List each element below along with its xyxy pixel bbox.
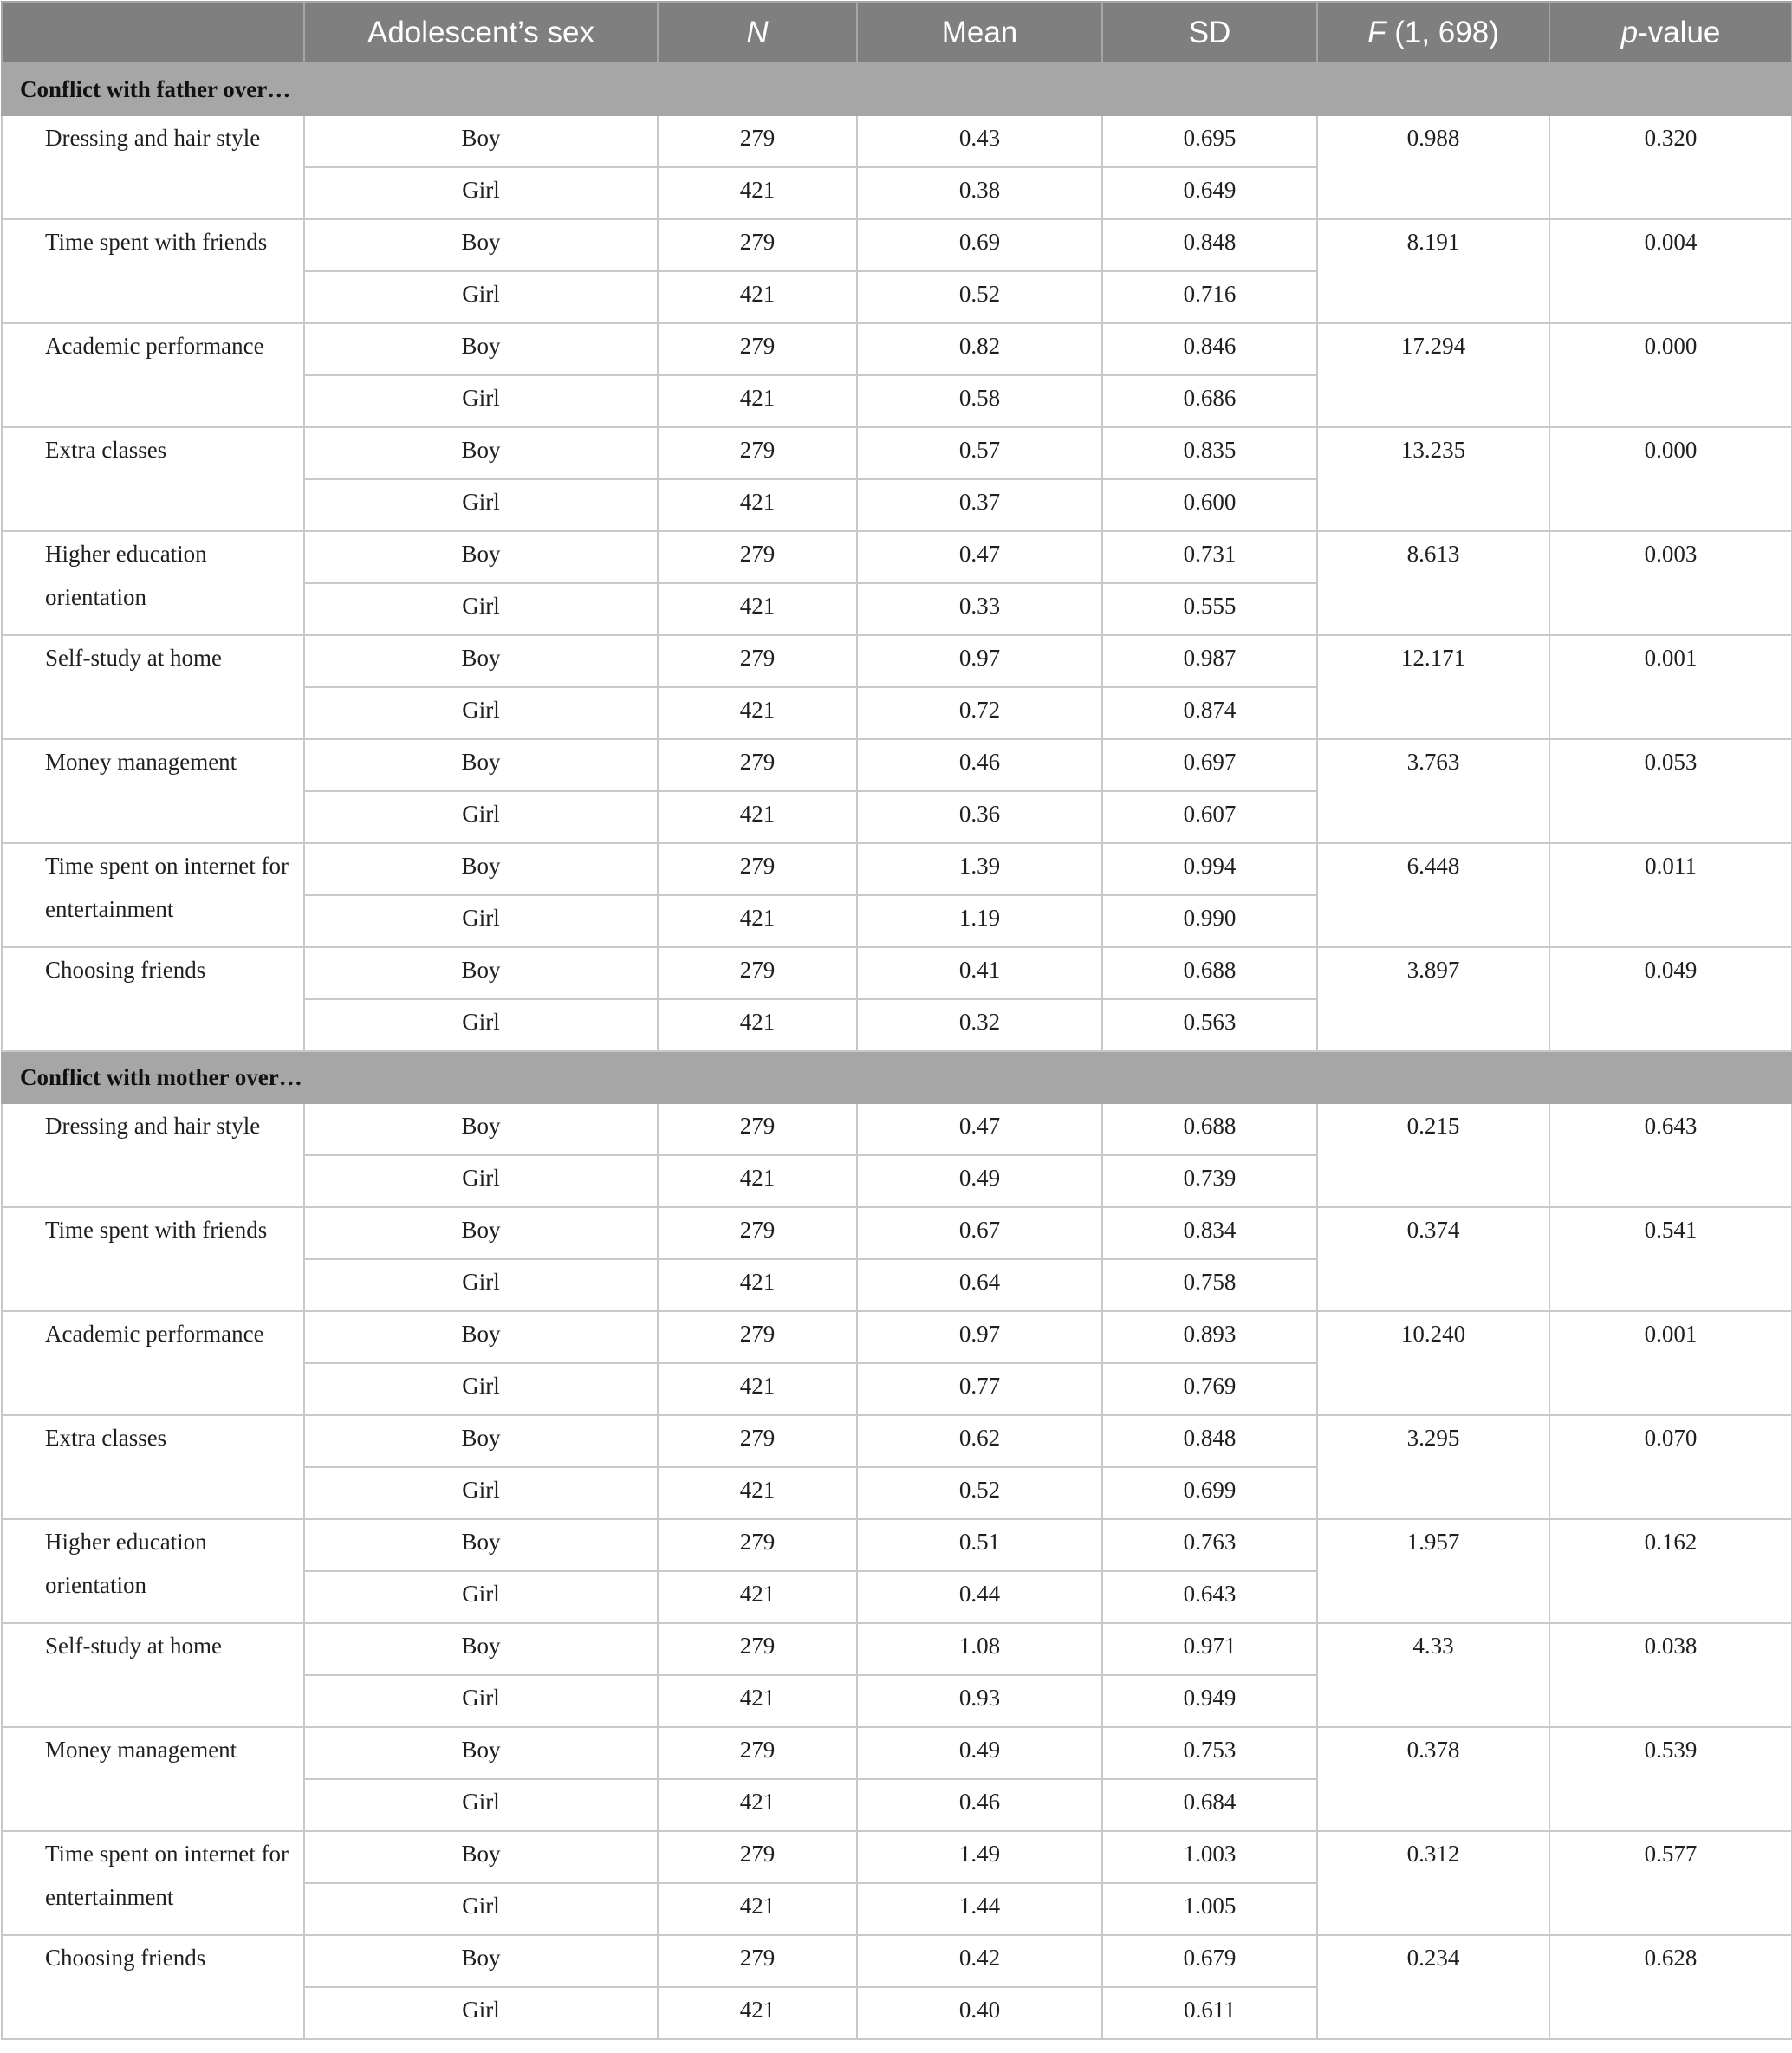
item-label bbox=[2, 1831, 304, 1935]
item-label-text: Extra classes bbox=[45, 1425, 167, 1451]
section-title: Conflict with mother over… bbox=[2, 1051, 1792, 1103]
n-cell: 279 bbox=[658, 531, 857, 583]
item-label bbox=[2, 1519, 304, 1623]
sex-cell: Girl bbox=[304, 375, 658, 427]
mean-cell: 0.57 bbox=[857, 427, 1102, 479]
mean-cell: 0.32 bbox=[857, 999, 1102, 1051]
header-f bbox=[1317, 2, 1549, 63]
item-label bbox=[2, 947, 304, 1051]
mean-cell: 0.36 bbox=[857, 791, 1102, 843]
sd-cell: 0.643 bbox=[1102, 1571, 1317, 1623]
sd-cell: 0.688 bbox=[1102, 1103, 1317, 1155]
mean-cell: 1.19 bbox=[857, 895, 1102, 947]
sd-cell: 0.874 bbox=[1102, 687, 1317, 739]
n-cell: 421 bbox=[658, 1259, 857, 1311]
n-cell: 279 bbox=[658, 1623, 857, 1675]
f-cell: 3.763 bbox=[1317, 739, 1549, 843]
mean-cell: 1.39 bbox=[857, 843, 1102, 895]
table-row bbox=[2, 739, 1792, 791]
sd-cell: 0.688 bbox=[1102, 947, 1317, 999]
sex-cell: Boy bbox=[304, 1727, 658, 1779]
table-row bbox=[2, 843, 1792, 895]
n-cell: 279 bbox=[658, 843, 857, 895]
sd-cell: 0.697 bbox=[1102, 739, 1317, 791]
mean-cell: 0.77 bbox=[857, 1363, 1102, 1415]
item-label bbox=[2, 1207, 304, 1311]
table-body bbox=[2, 63, 1792, 2039]
table-row bbox=[2, 1935, 1792, 1987]
sex-cell: Girl bbox=[304, 1363, 658, 1415]
sd-cell: 0.555 bbox=[1102, 583, 1317, 635]
mean-cell: 0.64 bbox=[857, 1259, 1102, 1311]
sex-cell: Girl bbox=[304, 1883, 658, 1935]
n-cell: 279 bbox=[658, 115, 857, 167]
n-cell: 421 bbox=[658, 1571, 857, 1623]
p-cell: 0.038 bbox=[1549, 1623, 1792, 1727]
table-row bbox=[2, 947, 1792, 999]
sex-cell: Boy bbox=[304, 1623, 658, 1675]
item-label bbox=[2, 427, 304, 531]
item-label-text: Money management bbox=[45, 749, 237, 775]
mean-cell: 0.44 bbox=[857, 1571, 1102, 1623]
sd-cell: 0.716 bbox=[1102, 271, 1317, 323]
sex-cell: Boy bbox=[304, 1935, 658, 1987]
mean-cell: 1.08 bbox=[857, 1623, 1102, 1675]
mean-cell: 0.69 bbox=[857, 219, 1102, 271]
f-cell: 0.215 bbox=[1317, 1103, 1549, 1207]
sex-cell: Girl bbox=[304, 479, 658, 531]
mean-cell: 0.67 bbox=[857, 1207, 1102, 1259]
p-cell: 0.011 bbox=[1549, 843, 1792, 947]
header-sd: SD bbox=[1102, 2, 1317, 63]
n-cell: 279 bbox=[658, 635, 857, 687]
table-row bbox=[2, 1727, 1792, 1779]
mean-cell: 0.47 bbox=[857, 1103, 1102, 1155]
sd-cell: 0.949 bbox=[1102, 1675, 1317, 1727]
mean-cell: 0.52 bbox=[857, 271, 1102, 323]
mean-cell: 0.40 bbox=[857, 1987, 1102, 2039]
item-label-text: Time spent on internet for entertainment bbox=[45, 853, 289, 922]
sd-cell: 0.846 bbox=[1102, 323, 1317, 375]
table-row bbox=[2, 1623, 1792, 1675]
n-cell: 279 bbox=[658, 1519, 857, 1571]
item-label-text: Higher education orientation bbox=[45, 1529, 207, 1598]
item-label bbox=[2, 115, 304, 219]
sd-cell: 0.753 bbox=[1102, 1727, 1317, 1779]
item-label-text: Money management bbox=[45, 1737, 237, 1763]
n-cell: 279 bbox=[658, 739, 857, 791]
n-cell: 421 bbox=[658, 895, 857, 947]
n-cell: 421 bbox=[658, 375, 857, 427]
item-label bbox=[2, 323, 304, 427]
mean-cell: 0.97 bbox=[857, 635, 1102, 687]
item-label bbox=[2, 1935, 304, 2039]
sex-cell: Girl bbox=[304, 583, 658, 635]
table-row bbox=[2, 427, 1792, 479]
item-label bbox=[2, 219, 304, 323]
n-cell: 421 bbox=[658, 479, 857, 531]
item-label bbox=[2, 739, 304, 843]
sd-cell: 0.763 bbox=[1102, 1519, 1317, 1571]
p-cell: 0.000 bbox=[1549, 427, 1792, 531]
sd-cell: 0.893 bbox=[1102, 1311, 1317, 1363]
p-cell: 0.053 bbox=[1549, 739, 1792, 843]
sd-cell: 0.731 bbox=[1102, 531, 1317, 583]
mean-cell: 0.37 bbox=[857, 479, 1102, 531]
sd-cell: 0.971 bbox=[1102, 1623, 1317, 1675]
f-cell: 4.33 bbox=[1317, 1623, 1549, 1727]
p-cell: 0.320 bbox=[1549, 115, 1792, 219]
sd-cell: 0.990 bbox=[1102, 895, 1317, 947]
sex-cell: Girl bbox=[304, 271, 658, 323]
mean-cell: 0.58 bbox=[857, 375, 1102, 427]
sex-cell: Boy bbox=[304, 1207, 658, 1259]
mean-cell: 0.97 bbox=[857, 1311, 1102, 1363]
sd-cell: 0.739 bbox=[1102, 1155, 1317, 1207]
p-cell: 0.162 bbox=[1549, 1519, 1792, 1623]
section-title: Conflict with father over… bbox=[2, 63, 1792, 115]
item-label bbox=[2, 1415, 304, 1519]
sex-cell: Boy bbox=[304, 531, 658, 583]
f-cell: 12.171 bbox=[1317, 635, 1549, 739]
sex-cell: Boy bbox=[304, 843, 658, 895]
f-cell: 8.613 bbox=[1317, 531, 1549, 635]
sex-cell: Boy bbox=[304, 1831, 658, 1883]
n-cell: 421 bbox=[658, 1675, 857, 1727]
item-label bbox=[2, 635, 304, 739]
mean-cell: 0.51 bbox=[857, 1519, 1102, 1571]
f-cell: 0.378 bbox=[1317, 1727, 1549, 1831]
sd-cell: 0.684 bbox=[1102, 1779, 1317, 1831]
item-label bbox=[2, 1623, 304, 1727]
table-row bbox=[2, 115, 1792, 167]
sex-cell: Boy bbox=[304, 739, 658, 791]
item-label-text: Time spent with friends bbox=[45, 229, 268, 255]
n-cell: 279 bbox=[658, 947, 857, 999]
table-row bbox=[2, 219, 1792, 271]
mean-cell: 0.43 bbox=[857, 115, 1102, 167]
mean-cell: 0.49 bbox=[857, 1155, 1102, 1207]
item-label-text: Academic performance bbox=[45, 1321, 264, 1347]
n-cell: 279 bbox=[658, 427, 857, 479]
p-cell: 0.070 bbox=[1549, 1415, 1792, 1519]
section-header-row bbox=[2, 1051, 1792, 1103]
item-label-text: Time spent on internet for entertainment bbox=[45, 1841, 289, 1910]
sd-cell: 1.003 bbox=[1102, 1831, 1317, 1883]
sd-cell: 0.758 bbox=[1102, 1259, 1317, 1311]
sd-cell: 0.649 bbox=[1102, 167, 1317, 219]
n-cell: 279 bbox=[658, 1207, 857, 1259]
header-f-rest: (1, 698) bbox=[1386, 15, 1499, 49]
n-cell: 279 bbox=[658, 1311, 857, 1363]
mean-cell: 0.42 bbox=[857, 1935, 1102, 1987]
mean-cell: 0.46 bbox=[857, 739, 1102, 791]
item-label-text: Extra classes bbox=[45, 437, 167, 463]
sd-cell: 0.835 bbox=[1102, 427, 1317, 479]
p-cell: 0.628 bbox=[1549, 1935, 1792, 2039]
f-cell: 8.191 bbox=[1317, 219, 1549, 323]
f-cell: 17.294 bbox=[1317, 323, 1549, 427]
sd-cell: 0.994 bbox=[1102, 843, 1317, 895]
sex-cell: Girl bbox=[304, 1987, 658, 2039]
mean-cell: 0.49 bbox=[857, 1727, 1102, 1779]
sex-cell: Boy bbox=[304, 1519, 658, 1571]
mean-cell: 0.82 bbox=[857, 323, 1102, 375]
n-cell: 421 bbox=[658, 1987, 857, 2039]
p-cell: 0.001 bbox=[1549, 1311, 1792, 1415]
header-item bbox=[2, 2, 304, 63]
n-cell: 279 bbox=[658, 219, 857, 271]
mean-cell: 0.47 bbox=[857, 531, 1102, 583]
sd-cell: 0.848 bbox=[1102, 219, 1317, 271]
mean-cell: 1.49 bbox=[857, 1831, 1102, 1883]
item-label bbox=[2, 1311, 304, 1415]
sex-cell: Boy bbox=[304, 427, 658, 479]
p-cell: 0.577 bbox=[1549, 1831, 1792, 1935]
item-label bbox=[2, 1103, 304, 1207]
mean-cell: 0.52 bbox=[857, 1467, 1102, 1519]
sd-cell: 0.600 bbox=[1102, 479, 1317, 531]
sd-cell: 0.695 bbox=[1102, 115, 1317, 167]
sex-cell: Girl bbox=[304, 1675, 658, 1727]
header-f-italic: F bbox=[1367, 15, 1386, 49]
table-row bbox=[2, 531, 1792, 583]
table-row bbox=[2, 1519, 1792, 1571]
sd-cell: 0.679 bbox=[1102, 1935, 1317, 1987]
sd-cell: 0.607 bbox=[1102, 791, 1317, 843]
table-row bbox=[2, 1207, 1792, 1259]
sex-cell: Boy bbox=[304, 1415, 658, 1467]
p-cell: 0.539 bbox=[1549, 1727, 1792, 1831]
item-label-text: Academic performance bbox=[45, 333, 264, 359]
sex-cell: Girl bbox=[304, 1779, 658, 1831]
n-cell: 279 bbox=[658, 1103, 857, 1155]
n-cell: 279 bbox=[658, 1727, 857, 1779]
f-cell: 0.312 bbox=[1317, 1831, 1549, 1935]
header-n-label: N bbox=[746, 15, 769, 49]
p-cell: 0.004 bbox=[1549, 219, 1792, 323]
sex-cell: Boy bbox=[304, 1311, 658, 1363]
header-sex: Adolescent’s sex bbox=[304, 2, 658, 63]
item-label bbox=[2, 1727, 304, 1831]
mean-cell: 0.93 bbox=[857, 1675, 1102, 1727]
n-cell: 421 bbox=[658, 583, 857, 635]
sex-cell: Girl bbox=[304, 1467, 658, 1519]
item-label-text: Self-study at home bbox=[45, 645, 222, 671]
f-cell: 13.235 bbox=[1317, 427, 1549, 531]
f-cell: 3.897 bbox=[1317, 947, 1549, 1051]
table-row bbox=[2, 323, 1792, 375]
sex-cell: Girl bbox=[304, 999, 658, 1051]
p-cell: 0.643 bbox=[1549, 1103, 1792, 1207]
f-cell: 10.240 bbox=[1317, 1311, 1549, 1415]
item-label bbox=[2, 843, 304, 947]
sd-cell: 0.848 bbox=[1102, 1415, 1317, 1467]
item-label-text: Dressing and hair style bbox=[45, 1113, 261, 1139]
n-cell: 421 bbox=[658, 791, 857, 843]
sex-cell: Boy bbox=[304, 115, 658, 167]
p-cell: 0.000 bbox=[1549, 323, 1792, 427]
item-label bbox=[2, 531, 304, 635]
sex-cell: Girl bbox=[304, 167, 658, 219]
results-table bbox=[1, 1, 1792, 2040]
mean-cell: 0.46 bbox=[857, 1779, 1102, 1831]
item-label-text: Self-study at home bbox=[45, 1633, 222, 1659]
f-cell: 0.234 bbox=[1317, 1935, 1549, 2039]
table-row bbox=[2, 635, 1792, 687]
table-row bbox=[2, 1415, 1792, 1467]
n-cell: 421 bbox=[658, 1883, 857, 1935]
n-cell: 421 bbox=[658, 271, 857, 323]
header-p bbox=[1549, 2, 1792, 63]
sex-cell: Girl bbox=[304, 1155, 658, 1207]
n-cell: 421 bbox=[658, 167, 857, 219]
sd-cell: 0.834 bbox=[1102, 1207, 1317, 1259]
sex-cell: Boy bbox=[304, 1103, 658, 1155]
f-cell: 0.988 bbox=[1317, 115, 1549, 219]
sd-cell: 0.987 bbox=[1102, 635, 1317, 687]
sex-cell: Girl bbox=[304, 1259, 658, 1311]
mean-cell: 0.62 bbox=[857, 1415, 1102, 1467]
header-p-italic: p bbox=[1620, 15, 1639, 49]
header-mean: Mean bbox=[857, 2, 1102, 63]
mean-cell: 0.33 bbox=[857, 583, 1102, 635]
mean-cell: 1.44 bbox=[857, 1883, 1102, 1935]
f-cell: 3.295 bbox=[1317, 1415, 1549, 1519]
p-cell: 0.001 bbox=[1549, 635, 1792, 739]
sex-cell: Boy bbox=[304, 635, 658, 687]
n-cell: 279 bbox=[658, 1935, 857, 1987]
item-label-text: Choosing friends bbox=[45, 957, 206, 983]
table-row bbox=[2, 1831, 1792, 1883]
sex-cell: Girl bbox=[304, 791, 658, 843]
n-cell: 421 bbox=[658, 1779, 857, 1831]
sd-cell: 0.769 bbox=[1102, 1363, 1317, 1415]
sex-cell: Boy bbox=[304, 219, 658, 271]
sd-cell: 0.686 bbox=[1102, 375, 1317, 427]
sex-cell: Girl bbox=[304, 687, 658, 739]
item-label-text: Choosing friends bbox=[45, 1945, 206, 1971]
p-cell: 0.541 bbox=[1549, 1207, 1792, 1311]
n-cell: 421 bbox=[658, 1155, 857, 1207]
n-cell: 421 bbox=[658, 999, 857, 1051]
n-cell: 421 bbox=[658, 687, 857, 739]
section-header-row bbox=[2, 63, 1792, 115]
p-cell: 0.003 bbox=[1549, 531, 1792, 635]
n-cell: 421 bbox=[658, 1467, 857, 1519]
f-cell: 0.374 bbox=[1317, 1207, 1549, 1311]
header-row bbox=[2, 2, 1792, 63]
header-n bbox=[658, 2, 857, 63]
mean-cell: 0.41 bbox=[857, 947, 1102, 999]
table-row bbox=[2, 1311, 1792, 1363]
sex-cell: Boy bbox=[304, 947, 658, 999]
item-label-text: Higher education orientation bbox=[45, 541, 207, 610]
p-cell: 0.049 bbox=[1549, 947, 1792, 1051]
f-cell: 6.448 bbox=[1317, 843, 1549, 947]
sd-cell: 0.563 bbox=[1102, 999, 1317, 1051]
f-cell: 1.957 bbox=[1317, 1519, 1549, 1623]
sex-cell: Girl bbox=[304, 895, 658, 947]
n-cell: 279 bbox=[658, 323, 857, 375]
sd-cell: 0.611 bbox=[1102, 1987, 1317, 2039]
n-cell: 421 bbox=[658, 1363, 857, 1415]
sex-cell: Girl bbox=[304, 1571, 658, 1623]
sd-cell: 0.699 bbox=[1102, 1467, 1317, 1519]
mean-cell: 0.72 bbox=[857, 687, 1102, 739]
header-p-rest: -value bbox=[1638, 15, 1721, 49]
n-cell: 279 bbox=[658, 1415, 857, 1467]
table-row bbox=[2, 1103, 1792, 1155]
n-cell: 279 bbox=[658, 1831, 857, 1883]
sd-cell: 1.005 bbox=[1102, 1883, 1317, 1935]
mean-cell: 0.38 bbox=[857, 167, 1102, 219]
sex-cell: Boy bbox=[304, 323, 658, 375]
item-label-text: Dressing and hair style bbox=[45, 125, 261, 151]
item-label-text: Time spent with friends bbox=[45, 1217, 268, 1243]
